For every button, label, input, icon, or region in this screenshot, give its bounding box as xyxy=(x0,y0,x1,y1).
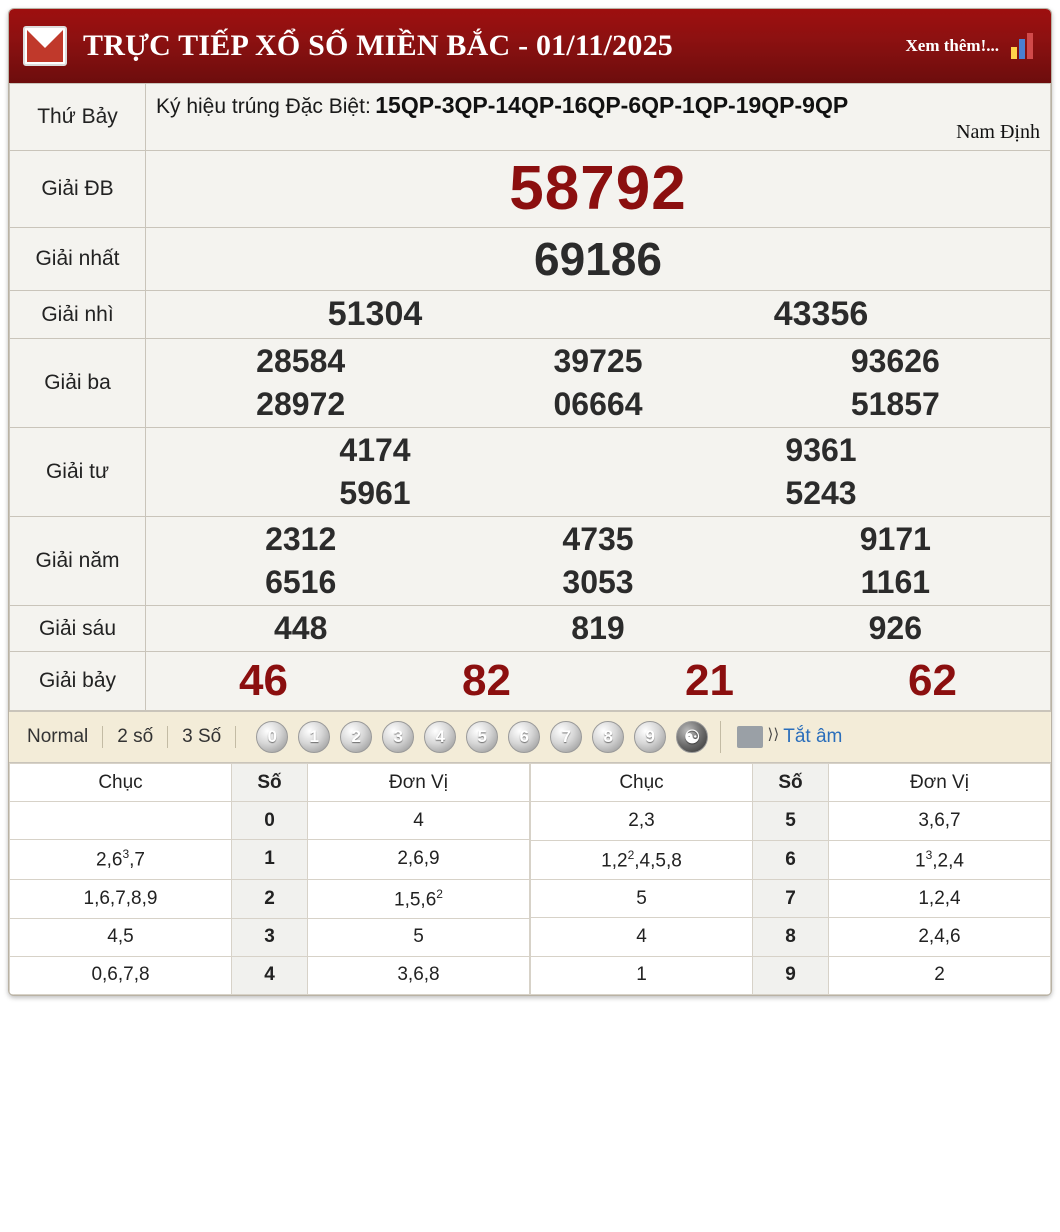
prize-label-1: Giải nhất xyxy=(10,228,146,291)
cell-so: 7 xyxy=(753,880,829,918)
stats-table-right xyxy=(530,763,1051,995)
table-row xyxy=(10,802,530,840)
prize-label-4: Giải tư xyxy=(10,428,146,517)
prize-number: 39725 xyxy=(553,343,643,380)
header-chuc: Chục xyxy=(531,764,753,802)
row-symbol xyxy=(10,84,1051,151)
prize-values-1 xyxy=(146,228,1051,291)
prize-number: 9171 xyxy=(859,521,931,558)
prize-number: 43356 xyxy=(773,295,869,334)
table-row xyxy=(10,840,530,879)
prize-label-db: Giải ĐB xyxy=(10,151,146,228)
prize-number: 51857 xyxy=(850,386,940,423)
mode-normal-button[interactable]: Normal xyxy=(17,726,103,748)
stats-table-left xyxy=(9,763,530,995)
lottery-panel xyxy=(8,8,1052,996)
table-row xyxy=(10,918,530,956)
prize-number: 926 xyxy=(868,610,923,647)
prize-number: 93626 xyxy=(850,343,940,380)
see-more-link[interactable]: Xem thêm!... xyxy=(905,36,999,55)
prize-label-3: Giải ba xyxy=(10,339,146,428)
row-prize-db xyxy=(10,151,1051,228)
cell-so: 3 xyxy=(232,918,308,956)
prize-number: 3053 xyxy=(562,564,634,601)
header-so: Số xyxy=(753,764,829,802)
prize-number: 448 xyxy=(273,610,328,647)
province-name: Nam Định xyxy=(956,121,1040,143)
digit-ball-4[interactable]: 4 xyxy=(424,721,456,753)
cell-so: 1 xyxy=(232,840,308,879)
prize-number: 06664 xyxy=(553,386,643,423)
header-donvi: Đơn Vị xyxy=(829,764,1051,802)
weekday-label: Thứ Bảy xyxy=(10,84,146,151)
cell-so: 8 xyxy=(753,918,829,956)
row-prize-1 xyxy=(10,228,1051,291)
prize-label-7: Giải bảy xyxy=(10,652,146,711)
header-donvi: Đơn Vị xyxy=(308,764,530,802)
prize-number: 819 xyxy=(571,610,625,647)
prize-number: 28584 xyxy=(256,343,346,380)
results-table xyxy=(9,83,1051,711)
digit-ball-8[interactable]: 8 xyxy=(592,721,624,753)
header-chuc: Chục xyxy=(10,764,232,802)
prize-label-6: Giải sáu xyxy=(10,606,146,652)
cell-donvi: 1,5,6$^2$ xyxy=(308,879,530,918)
digit-ball-7[interactable]: 7 xyxy=(550,721,582,753)
prize-number: 1161 xyxy=(860,564,931,601)
cell-donvi: $1^3,2,4$ xyxy=(829,840,1051,880)
mode-three-digit-button[interactable]: 3 Số xyxy=(168,726,236,748)
stats-header-row xyxy=(10,764,530,802)
table-row xyxy=(10,879,530,918)
symbol-codes: 15QP-3QP-14QP-16QP-6QP-1QP-19QP-9QP xyxy=(375,92,849,118)
cell-donvi: 5 xyxy=(308,918,530,956)
cell-chuc: $1,2^2,4,5,8$ xyxy=(531,840,753,880)
prize-values-5 xyxy=(146,517,1051,606)
chart-icon[interactable] xyxy=(1011,33,1037,59)
cell-chuc xyxy=(10,802,232,840)
cell-so: 9 xyxy=(753,956,829,994)
digit-ball-3[interactable]: 3 xyxy=(382,721,414,753)
cell-chuc: 4 xyxy=(531,918,753,956)
prize-number: 28972 xyxy=(256,386,346,423)
speaker-icon xyxy=(737,726,763,748)
table-row xyxy=(531,802,1051,840)
prize-number: 5243 xyxy=(785,475,857,512)
prize-number: 58792 xyxy=(509,154,687,223)
digit-filter-group xyxy=(244,721,721,753)
digit-ball-1[interactable]: 1 xyxy=(298,721,330,753)
table-row xyxy=(531,918,1051,956)
prize-values-2 xyxy=(146,291,1051,339)
cell-chuc: 2,3 xyxy=(531,802,753,840)
cell-donvi: 4 xyxy=(308,802,530,840)
prize-number: 4735 xyxy=(562,521,634,558)
table-row xyxy=(531,840,1051,880)
cell-donvi: 1,2,4 xyxy=(829,880,1051,918)
stats-section xyxy=(9,763,1051,995)
cell-donvi: 2 xyxy=(829,956,1051,994)
row-prize-7 xyxy=(10,652,1051,711)
digit-ball-2[interactable]: 2 xyxy=(340,721,372,753)
mute-label: Tắt âm xyxy=(783,726,843,748)
cell-chuc: 4,5 xyxy=(10,918,232,956)
mute-button[interactable] xyxy=(721,726,842,748)
prize-number: 9361 xyxy=(785,432,857,469)
row-prize-2 xyxy=(10,291,1051,339)
prize-number: 21 xyxy=(685,656,734,706)
header-so: Số xyxy=(232,764,308,802)
digit-ball-0[interactable]: 0 xyxy=(256,721,288,753)
cell-donvi: 2,4,6 xyxy=(829,918,1051,956)
cell-so: 4 xyxy=(232,956,308,994)
controls-bar xyxy=(9,711,1051,763)
digit-ball-6[interactable]: 6 xyxy=(508,721,540,753)
symbol-cell xyxy=(146,84,1051,151)
cell-so: 2 xyxy=(232,879,308,918)
header-right xyxy=(906,33,1037,59)
cell-so: 5 xyxy=(753,802,829,840)
prize-values-6 xyxy=(146,606,1051,652)
page-title: TRỰC TIẾP XỔ SỐ MIỀN BẮC - 01/11/2025 xyxy=(83,29,673,62)
prize-number: 46 xyxy=(239,656,288,706)
cell-chuc: 1,6,7,8,9 xyxy=(10,879,232,918)
prize-number: 2312 xyxy=(265,521,337,558)
prize-label-2: Giải nhì xyxy=(10,291,146,339)
prize-label-5: Giải năm xyxy=(10,517,146,606)
digit-ball-5[interactable]: 5 xyxy=(466,721,498,753)
symbol-label: Ký hiệu trúng Đặc Biệt: xyxy=(156,95,371,118)
prize-values-4 xyxy=(146,428,1051,517)
table-row xyxy=(10,956,530,994)
row-prize-6 xyxy=(10,606,1051,652)
prize-number: 51304 xyxy=(327,295,423,334)
prize-number: 6516 xyxy=(265,564,337,601)
cell-chuc: 1 xyxy=(531,956,753,994)
digit-ball-9[interactable]: 9 xyxy=(634,721,666,753)
prize-values-7 xyxy=(146,652,1051,711)
table-row xyxy=(531,956,1051,994)
prize-values-3 xyxy=(146,339,1051,428)
prize-number: 4174 xyxy=(339,432,411,469)
cell-donvi: 3,6,7 xyxy=(829,802,1051,840)
cell-chuc: $2,6^3,7$ xyxy=(10,840,232,879)
cell-so: 6 xyxy=(753,840,829,880)
prize-number: 82 xyxy=(462,656,511,706)
cell-donvi: 2,6,9 xyxy=(308,840,530,879)
cell-so: 0 xyxy=(232,802,308,840)
row-prize-5 xyxy=(10,517,1051,606)
prize-number: 62 xyxy=(908,656,957,706)
title-bar xyxy=(9,9,1051,83)
row-prize-4 xyxy=(10,428,1051,517)
mode-two-digit-button[interactable]: 2 số xyxy=(103,726,168,748)
row-prize-3 xyxy=(10,339,1051,428)
mail-icon xyxy=(23,26,67,66)
cell-chuc: 0,6,7,8 xyxy=(10,956,232,994)
cell-chuc: 5 xyxy=(531,880,753,918)
cell-donvi: 3,6,8 xyxy=(308,956,530,994)
stats-header-row xyxy=(531,764,1051,802)
digit-ball-all[interactable]: ☯ xyxy=(676,721,708,753)
table-row xyxy=(531,880,1051,918)
prize-number: 5961 xyxy=(339,475,411,512)
prize-values-db xyxy=(146,151,1051,228)
prize-number: 69186 xyxy=(534,233,662,286)
